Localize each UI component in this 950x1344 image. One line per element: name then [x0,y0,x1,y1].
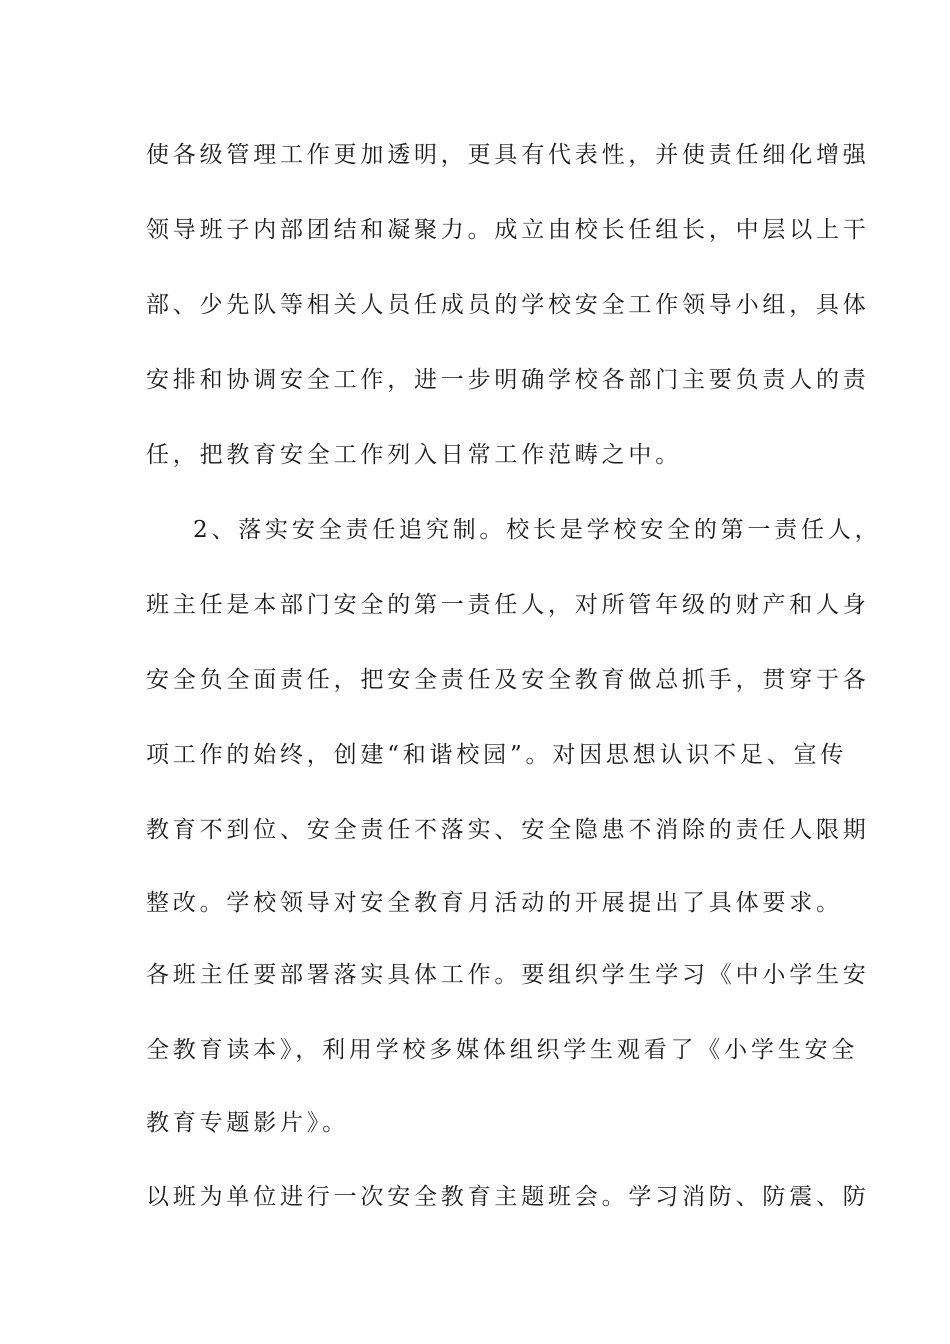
paragraph-line-5: 任，把教育安全工作列入日常工作范畴之中。 [146,442,682,468]
paragraph-line-6: 2、落实安全责任追究制。校长是学校安全的第一责任人， [193,517,882,543]
paragraph-line-12: 各班主任要部署落实具体工作。要组织学生学习《中小学生安 [146,962,870,988]
paragraph-line-11: 整改。学校领导对安全教育月活动的开展提出了具体要求。 [146,890,843,916]
paragraph-line-1: 使各级管理工作更加透明，更具有代表性，并使责任细化增强 [146,142,870,168]
paragraph-line-13: 全教育读本》，利用学校多媒体组织学生观看了《小学生安全 [146,1037,859,1063]
paragraph-line-3: 部、少先队等相关人员任成员的学校安全工作领导小组，具体 [146,292,870,318]
paragraph-line-10: 教育不到位、安全责任不落实、安全隐患不消除的责任人限期 [146,817,870,843]
paragraph-line-14: 教育专题影片》。 [146,1110,349,1136]
paragraph-line-15: 以班为单位进行一次安全教育主题班会。学习消防、防震、防 [146,1184,870,1210]
paragraph-line-2: 领导班子内部团结和凝聚力。成立由校长任组长，中层以上干 [146,217,870,243]
paragraph-line-9: 项工作的始终，创建“和谐校园”。对因思想认识不足、宣传 [146,742,848,768]
paragraph-line-7: 班主任是本部门安全的第一责任人，对所管年级的财产和人身 [146,592,870,618]
paragraph-line-4: 安排和协调安全工作，进一步明确学校各部门主要负责人的责 [146,367,870,393]
paragraph-line-8: 安全负全面责任，把安全责任及安全教育做总抓手，贯穿于各 [146,667,870,693]
